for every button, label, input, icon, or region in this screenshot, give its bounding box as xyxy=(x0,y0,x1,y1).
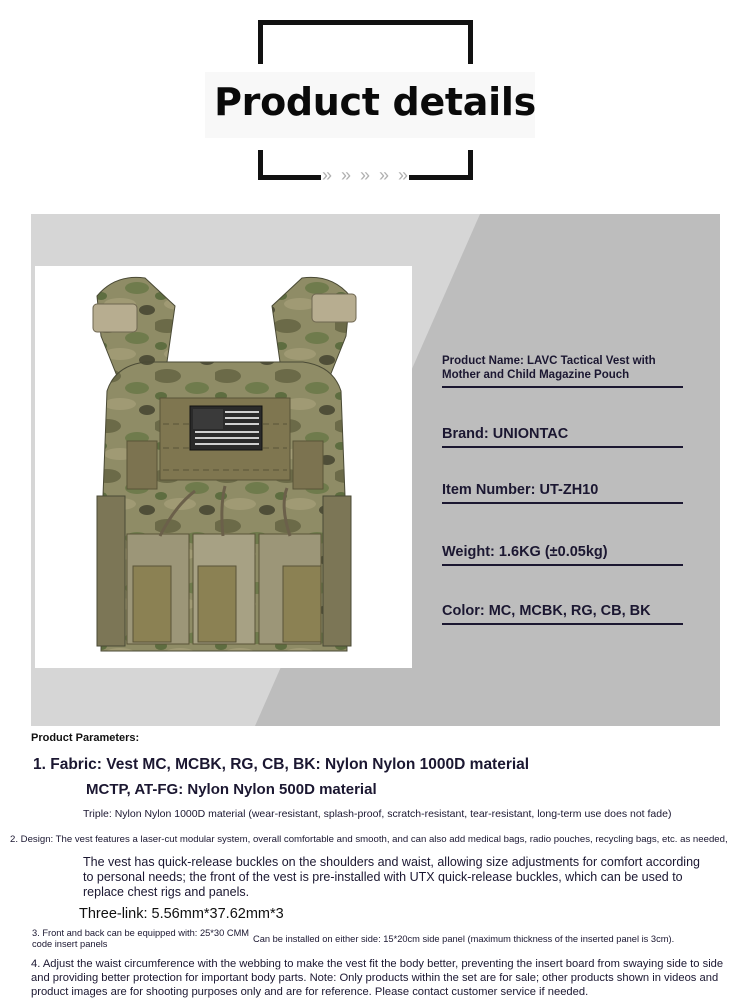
title-frame-bottom-left xyxy=(258,150,321,180)
spec-brand-text: Brand: UNIONTAC xyxy=(442,426,569,442)
title-frame-top xyxy=(258,20,473,64)
fabric-line-2: MCTP, AT-FG: Nylon Nylon 500D material xyxy=(86,781,377,798)
title-frame-bottom-right xyxy=(409,150,473,180)
product-info-panel xyxy=(31,214,720,726)
fabric-line-3: Triple: Nylon Nylon 1000D material (wear-resistant, splash-proof, scratch-resistant, tear-resistant, long-term use does not fade) xyxy=(83,808,672,820)
spec-list xyxy=(442,214,720,726)
spec-color xyxy=(442,603,683,619)
flag-patch xyxy=(190,406,262,450)
side-panels: Can be installed on either side: 15*20cm side panel (maximum thickness of the inserted panel is 3cm). xyxy=(253,934,675,944)
spec-product-name xyxy=(442,354,683,382)
spec-weight xyxy=(442,544,683,560)
spec-underline xyxy=(442,446,683,448)
double-chevron-right-icon: » xyxy=(322,165,333,185)
double-chevron-right-icon: » xyxy=(397,165,408,185)
parameters-heading: Product Parameters: xyxy=(31,732,140,744)
spec-brand xyxy=(442,426,683,442)
tactical-vest-image xyxy=(35,266,412,668)
spec-underline xyxy=(442,502,683,504)
spec-item-number-text: Item Number: UT-ZH10 xyxy=(442,482,599,498)
fabric-line-1: 1. Fabric: Vest MC, MCBK, RG, CB, BK: Nylon Nylon 1000D material xyxy=(33,756,530,773)
product-photo xyxy=(35,266,412,668)
design-line-2: The vest has quick-release buckles on the shoulders and waist, allowing size adjustments for comfort according to personal needs; the front of the vest is pre-installed with UTX quick-release buckles, which can be used to replace chest rigs and panels. xyxy=(83,855,700,899)
double-chevron-right-icon: » xyxy=(340,165,351,185)
spec-underline xyxy=(442,623,683,625)
spec-underline xyxy=(442,564,683,566)
page-header xyxy=(0,0,750,205)
chevron-decoration xyxy=(322,164,408,186)
three-link-spec: Three-link: 5.56mm*37.62mm*3 xyxy=(79,906,284,922)
spec-underline xyxy=(442,386,683,388)
front-back-panels: 3. Front and back can be equipped with: 25*30 CMM code insert panels xyxy=(32,928,250,949)
design-line-1: 2. Design: The vest features a laser-cut modular system, overall comfortable and smooth, and can also add medical bags, radio pouches, recycling bags, etc. as needed, xyxy=(10,834,728,845)
adjustment-note: 4. Adjust the waist circumference with the webbing to make the vest fit the body better, preventing the insert board from swaying side to side and providing better protection for important body parts. Note: Only products within the set are for sale; other products shown in videos and product images are for shooting purposes only and are for reference. Please contact customer service if needed. xyxy=(31,958,724,998)
double-chevron-right-icon: » xyxy=(359,165,370,185)
double-chevron-right-icon: » xyxy=(378,165,389,185)
spec-product-name-text: Product Name: LAVC Tactical Vest with Mother and Child Magazine Pouch xyxy=(442,355,656,381)
spec-item-number xyxy=(442,482,683,498)
spec-color-text: Color: MC, MCBK, RG, CB, BK xyxy=(442,603,651,619)
spec-weight-text: Weight: 1.6KG (±0.05kg) xyxy=(442,544,608,560)
page-title: Product details xyxy=(214,80,536,124)
